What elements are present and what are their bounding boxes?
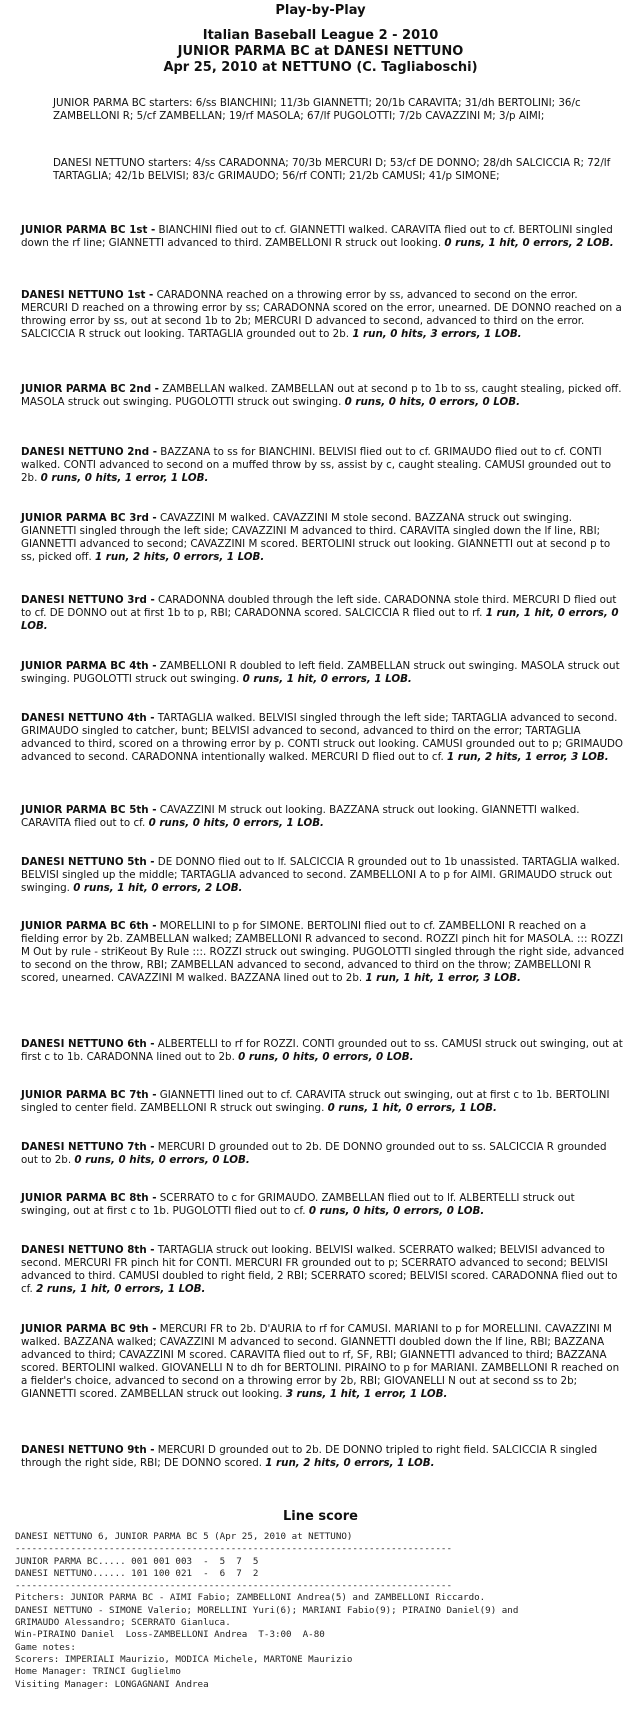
box-divider: -------------------------------------------------------------------------------: [15, 1580, 452, 1592]
page-title: Play-by-Play: [275, 3, 366, 18]
inning-team-label: JUNIOR PARMA BC 5th -: [21, 804, 157, 816]
inning-plays: CAVAZZINI M walked. CAVAZZINI M stole second. BAZZANA struck out swinging. GIANNETTI singled through the left side; CAVAZZINI M advanced to third. CARAVITA singled down the lf line, RBI; GIANNETTI advanced to second; CAVAZZINI M scored. BERTOLINI struck out looking. GIANNETTI out at second p to ss, picked off.: [21, 512, 611, 563]
inning-summary: 1 run, 2 hits, 0 errors, 1 LOB.: [265, 1457, 435, 1469]
inning-paragraph: [21, 289, 625, 341]
inning-paragraph: [21, 594, 625, 633]
inning-plays: BAZZANA to ss for BIANCHINI. BELVISI flied out to cf. GRIMAUDO flied out to cf. CONTI walked. CONTI advanced to second on a muffed throw by ss, assist by c, caught stealing. CAMUSI grounded out to 2b.: [21, 446, 612, 484]
inning-summary: 0 runs, 1 hit, 0 errors, 1 LOB.: [242, 673, 412, 685]
inning-paragraph: [21, 1089, 625, 1115]
inning-team-label: DANESI NETTUNO 5th -: [21, 856, 155, 868]
inning-paragraph: [21, 1141, 625, 1167]
inning-summary: 3 runs, 1 hit, 1 error, 1 LOB.: [285, 1388, 448, 1400]
inning-paragraph: [21, 1444, 625, 1470]
inning-summary: 0 runs, 0 hits, 0 errors, 1 LOB.: [148, 817, 324, 829]
inning-plays: TARTAGLIA struck out looking. BELVISI walked. SCERRATO walked; BELVISI advanced to second. MERCURI FR pinch hit for CONTI. MERCURI FR grounded out to p; SCERRATO advanced to second; BELVISI advanced to third. CAMUSI doubled to right field, 2 RBI; SCERRATO scored; BELVISI scored. CARADONNA flied out to cf.: [21, 1244, 618, 1295]
inning-team-label: DANESI NETTUNO 9th -: [21, 1444, 155, 1456]
inning-team-label: JUNIOR PARMA BC 2nd -: [21, 383, 159, 395]
inning-plays: BIANCHINI flied out to cf. GIANNETTI walked. CARAVITA flied out to cf. BERTOLINI singled down the rf line; GIANNETTI advanced to third. ZAMBELLONI R struck out looking.: [21, 224, 613, 249]
inning-paragraph: [21, 1323, 625, 1401]
box-line: GRIMAUDO Alessandro; SCERRATO Gianluca.: [15, 1617, 231, 1629]
inning-plays: MORELLINI to p for SIMONE. BERTOLINI flied out to cf. ZAMBELLONI R reached on a fielding error by 2b. ZAMBELLAN walked; ZAMBELLONI R advanced to second. ROZZI pinch hit for MASOLA. ::: ROZZI M Out by rule - striKeout By Rule :::. ROZZI struck out swinging. PUGOLOTTI singled through the right side, advanced to second on the throw, RBI; ZAMBELLAN advanced to second, advanced to third on the throw; ZAMBELLONI R scored, unearned. CAVAZZINI M walked. BAZZANA lined out to 2b.: [21, 920, 625, 984]
inning-plays: ZAMBELLONI R doubled to left field. ZAMBELLAN struck out swinging. MASOLA struck out swinging. PUGOLOTTI struck out swinging.: [21, 660, 620, 685]
inning-summary: 1 run, 2 hits, 1 error, 3 LOB.: [447, 751, 609, 763]
inning-team-label: JUNIOR PARMA BC 4th -: [21, 660, 157, 672]
inning-team-label: DANESI NETTUNO 1st -: [21, 289, 154, 301]
inning-plays: MERCURI D grounded out to 2b. DE DONNO tripled to right field. SALCICCIA R singled through the right side, RBI; DE DONNO scored.: [21, 1444, 598, 1469]
inning-paragraph: [21, 804, 625, 830]
inning-plays: ALBERTELLI to rf for ROZZI. CONTI grounded out to ss. CAMUSI struck out swinging, out at first c to 1b. CARADONNA lined out to 2b.: [21, 1038, 623, 1063]
inning-plays: MERCURI D grounded out to 2b. DE DONNO grounded out to ss. SALCICCIA R grounded out to 2b.: [21, 1141, 607, 1166]
box-divider: -------------------------------------------------------------------------------: [15, 1543, 452, 1555]
inning-plays: MERCURI FR to 2b. D'AURIA to rf for CAMUSI. MARIANI to p for MORELLINI. CAVAZZINI M walked. BAZZANA walked; CAVAZZINI M advanced to second. GIANNETTI doubled down the lf line, RBI; BAZZANA advanced to third; CAVAZZINI M scored. CARAVITA flied out to rf, SF, RBI; GIANNETTI advanced to third; BAZZANA scored. BERTOLINI walked. GIOVANELLI N to dh for BERTOLINI. PIRAINO to p for MARIANI. ZAMBELLONI R reached on a fielder's choice, advanced to second on a throwing error by 2b, RBI; GIOVANELLI N out at second ss to 2b; GIANNETTI scored. ZAMBELLAN struck out looking.: [21, 1323, 620, 1400]
inning-paragraph: [21, 1192, 625, 1218]
inning-paragraph: [21, 712, 625, 764]
inning-plays: TARTAGLIA walked. BELVISI singled through the left side; TARTAGLIA advanced to second. GRIMAUDO singled to catcher, bunt; BELVISI advanced to second, advanced to third on the error; TARTAGLIA advanced to third, scored on a throwing error by p. CONTI struck out looking. CAMUSI grounded out to p; GRIMAUDO advanced to second. CARADONNA intentionally walked. MERCURI D flied out to cf.: [21, 712, 624, 763]
inning-team-label: DANESI NETTUNO 8th -: [21, 1244, 155, 1256]
inning-plays: DE DONNO flied out to lf. SALCICCIA R grounded out to 1b unassisted. TARTAGLIA walked. BELVISI singled up the middle; TARTAGLIA advanced to second. ZAMBELLONI A to p for AIMI. GRIMAUDO struck out swinging.: [21, 856, 620, 894]
inning-team-label: JUNIOR PARMA BC 7th -: [21, 1089, 157, 1101]
inning-summary: 1 run, 0 hits, 3 errors, 1 LOB.: [352, 328, 522, 340]
date-venue: Apr 25, 2010 at NETTUNO (C. Tagliaboschi): [163, 60, 478, 75]
inning-team-label: DANESI NETTUNO 6th -: [21, 1038, 155, 1050]
box-line: DANESI NETTUNO 6, JUNIOR PARMA BC 5 (Apr 25, 2010 at NETTUNO): [15, 1531, 353, 1542]
box-line-home: DANESI NETTUNO...... 101 100 021 - 6 7 2: [15, 1567, 259, 1579]
inning-summary: 0 runs, 0 hits, 0 errors, 0 LOB.: [74, 1154, 250, 1166]
inning-team-label: DANESI NETTUNO 3rd -: [21, 594, 155, 606]
box-line: Home Manager: TRINCI Guglielmo: [15, 1666, 181, 1678]
box-line: DANESI NETTUNO - SIMONE Valerio; MORELLINI Yuri(6); MARIANI Fabio(9); PIRAINO Daniel(9) and: [15, 1604, 519, 1616]
box-line: Win-PIRAINO Daniel Loss-ZAMBELLONI Andrea T-3:00 A-80: [15, 1629, 325, 1641]
inning-plays: CARADONNA doubled through the left side. CARADONNA stole third. MERCURI D flied out to cf. DE DONNO out at first 1b to p, RBI; CARADONNA scored. SALCICCIA R flied out to rf.: [21, 594, 617, 619]
box-line: Visiting Manager: LONGAGNANI Andrea: [15, 1678, 209, 1690]
inning-paragraph: [21, 446, 625, 485]
inning-paragraph: [21, 660, 625, 686]
inning-plays: CARADONNA reached on a throwing error by ss, advanced to second on the error. MERCURI D reached on a throwing error by ss; CARADONNA scored on the error, unearned. DE DONNO reached on a throwing error by ss, out at second 1b to 2b; MERCURI D advanced to second, advanced to third on the error. SALCICCIA R struck out looking. TARTAGLIA grounded out to 2b.: [21, 289, 622, 340]
inning-team-label: DANESI NETTUNO 7th -: [21, 1141, 155, 1153]
inning-summary: 1 run, 1 hit, 0 errors, 0 LOB.: [21, 607, 619, 632]
inning-team-label: JUNIOR PARMA BC 8th -: [21, 1192, 157, 1204]
inning-team-label: DANESI NETTUNO 2nd -: [21, 446, 157, 458]
line-score-box: [15, 1531, 635, 1691]
inning-paragraph: [21, 1244, 625, 1296]
inning-summary: 1 run, 2 hits, 0 errors, 1 LOB.: [95, 551, 265, 563]
inning-team-label: JUNIOR PARMA BC 3rd -: [21, 512, 157, 524]
inning-plays: GIANNETTI lined out to cf. CARAVITA struck out swinging, out at first c to 1b. BERTOLINI singled to center field. ZAMBELLONI R struck out swinging.: [21, 1089, 610, 1114]
inning-paragraph: [21, 383, 625, 409]
box-line: Pitchers: JUNIOR PARMA BC - AIMI Fabio; ZAMBELLONI Andrea(5) and ZAMBELLONI Riccardo.: [15, 1592, 486, 1604]
home-starters: DANESI NETTUNO starters: 4/ss CARADONNA; 70/3b MERCURI D; 53/cf DE DONNO; 28/dh SALCICCIA R; 72/lf TARTAGLIA; 42/1b BELVISI; 83/c GRIMAUDO; 56/rf CONTI; 21/2b CAMUSI; 41/p SIMONE;: [53, 157, 611, 182]
inning-summary: 0 runs, 0 hits, 0 errors, 0 LOB.: [238, 1051, 414, 1063]
inning-team-label: JUNIOR PARMA BC 9th -: [21, 1323, 157, 1335]
away-starters: JUNIOR PARMA BC starters: 6/ss BIANCHINI; 11/3b GIANNETTI; 20/1b CARAVITA; 31/dh BERTOLINI; 36/c ZAMBELLONI R; 5/cf ZAMBELLAN; 19/rf MASOLA; 67/lf PUGOLOTTI; 7/2b CAVAZZINI M; 3/p AIMI;: [53, 97, 581, 122]
inning-summary: 0 runs, 0 hits, 0 errors, 0 LOB.: [308, 1205, 485, 1217]
inning-summary: 0 runs, 1 hit, 0 errors, 2 LOB.: [73, 882, 243, 894]
inning-paragraph: [21, 512, 625, 564]
inning-paragraph: [21, 224, 625, 250]
league-title: Italian Baseball League 2 - 2010: [202, 28, 439, 43]
box-line-away: JUNIOR PARMA BC..... 001 001 003 - 5 7 5: [15, 1555, 259, 1567]
inning-plays: SCERRATO to c for GRIMAUDO. ZAMBELLAN flied out to lf. ALBERTELLI struck out swinging, out at first c to 1b. PUGOLOTTI flied out to cf.: [21, 1192, 575, 1217]
inning-team-label: JUNIOR PARMA BC 6th -: [21, 920, 157, 932]
inning-plays: CAVAZZINI M struck out looking. BAZZANA struck out looking. GIANNETTI walked. CARAVITA flied out to cf.: [21, 804, 580, 829]
inning-paragraph: [21, 1038, 625, 1064]
inning-summary: 0 runs, 1 hit, 0 errors, 1 LOB.: [327, 1102, 497, 1114]
inning-team-label: JUNIOR PARMA BC 1st -: [21, 224, 156, 236]
inning-paragraph: [21, 856, 625, 895]
box-line: Scorers: IMPERIALI Maurizio, MODICA Michele, MARTONE Maurizio: [15, 1653, 353, 1665]
inning-summary: 2 runs, 1 hit, 0 errors, 1 LOB.: [36, 1283, 206, 1295]
inning-team-label: DANESI NETTUNO 4th -: [21, 712, 155, 724]
matchup-title: JUNIOR PARMA BC at DANESI NETTUNO: [177, 44, 464, 59]
inning-plays: ZAMBELLAN walked. ZAMBELLAN out at second p to 1b to ss, caught stealing, picked off. MASOLA struck out swinging. PUGOLOTTI struck out swinging.: [21, 383, 622, 408]
inning-summary: 0 runs, 0 hits, 0 errors, 0 LOB.: [344, 396, 521, 408]
inning-paragraph: [21, 920, 625, 985]
inning-summary: 1 run, 1 hit, 1 error, 3 LOB.: [365, 972, 521, 984]
inning-summary: 0 runs, 1 hit, 0 errors, 2 LOB.: [444, 237, 614, 249]
line-score-title: Line score: [283, 1509, 358, 1524]
inning-summary: 0 runs, 0 hits, 1 error, 1 LOB.: [40, 472, 209, 484]
box-line: Game notes:: [15, 1641, 76, 1653]
